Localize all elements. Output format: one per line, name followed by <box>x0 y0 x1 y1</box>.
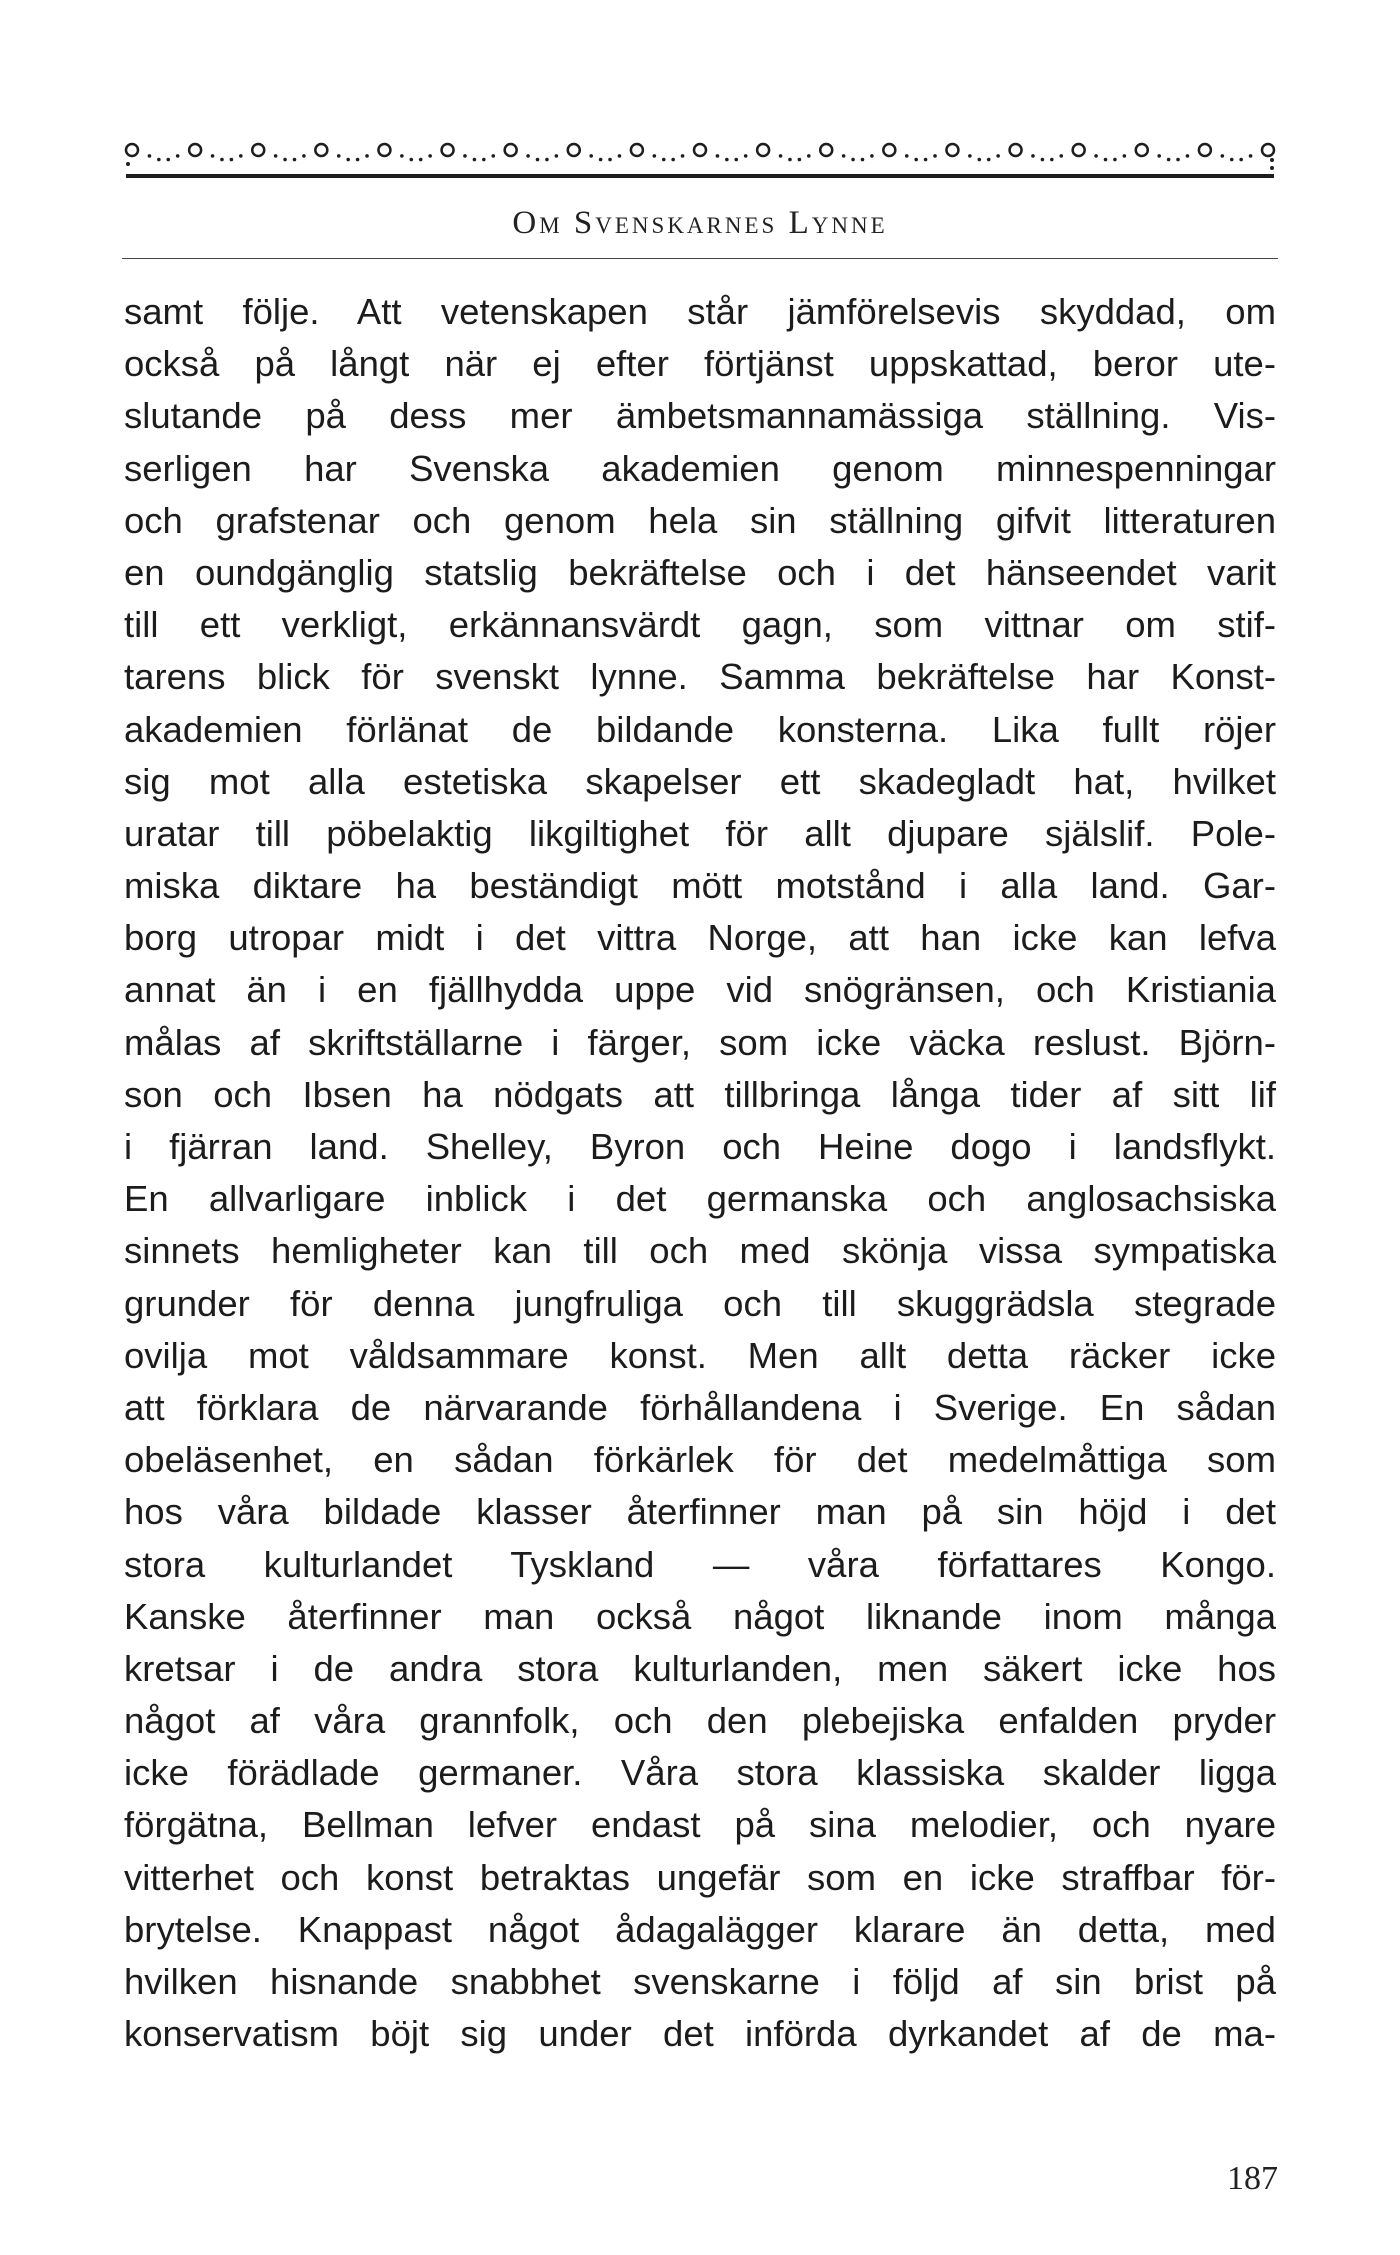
ornament-dot <box>870 154 874 158</box>
ornament-circle <box>820 144 832 156</box>
ornament-dot <box>1050 158 1054 162</box>
ornament-dot <box>798 158 802 162</box>
ornament-dot <box>861 158 865 162</box>
ornament-dot <box>618 154 622 158</box>
ornament-dot <box>807 154 811 158</box>
ornament-circle <box>1073 144 1085 156</box>
ornament-dot <box>400 154 404 158</box>
text-line: tarens blick för svenskt lynne. Samma bekräftelse har Konst- <box>124 656 1276 698</box>
ornament-circle <box>378 144 390 156</box>
ornament-dot <box>365 154 369 158</box>
ornament-dot <box>220 158 224 162</box>
ornament-dot <box>1221 154 1225 158</box>
ornament-dot <box>1094 154 1098 158</box>
ornament-dot <box>996 154 1000 158</box>
ornament-dot <box>779 154 783 158</box>
text-line: något af våra grannfolk, och den plebejiska enfalden pryder <box>124 1700 1276 1742</box>
ornament-dot <box>1104 158 1108 162</box>
ornament-dot <box>1230 158 1234 162</box>
ornament-circle <box>568 144 580 156</box>
ornament-dot <box>1031 154 1035 158</box>
ornament-dot <box>968 154 972 158</box>
ornament-circle <box>631 144 643 156</box>
ornament-dot <box>283 158 287 162</box>
text-line: målas af skriftställarne i färger, som icke väcka reslust. Björn- <box>124 1021 1276 1063</box>
ornament-dot <box>1270 158 1274 162</box>
ornament-dot <box>1041 158 1045 162</box>
text-line: sinnets hemligheter kan till och med skönja vissa sympatiska <box>124 1230 1276 1272</box>
ornament-dot <box>987 158 991 162</box>
ornament-circle <box>1136 144 1148 156</box>
body-text <box>124 286 1276 2060</box>
text-line: akademien förlänat de bildande konsterna. Lika fullt röjer <box>124 708 1276 750</box>
text-line: samt följe. Att vetenskapen står jämförelsevis skyddad, om <box>124 291 1276 332</box>
ornament-dot <box>346 158 350 162</box>
text-line: till ett verkligt, erkännansvärdt gagn, som vittnar om stif- <box>124 604 1276 646</box>
ornament-dot <box>157 158 161 162</box>
ornament-dot <box>725 158 729 162</box>
ornament-circle <box>315 144 327 156</box>
text-line: en oundgänglig statslig bekräftelse och i det hänseendet varit <box>124 551 1276 593</box>
ornament-dot <box>337 154 341 158</box>
ornament-dot <box>356 158 360 162</box>
ornament-dot <box>419 158 423 162</box>
ornament-circle <box>757 144 769 156</box>
ornament-dot <box>914 158 918 162</box>
text-line: också på långt när ej efter förtjänst uppskattad, beror ute- <box>124 343 1276 385</box>
ornament-dot <box>409 158 413 162</box>
ornament-dot <box>734 158 738 162</box>
text-line: stora kulturlandet Tyskland — våra författares Kongo. <box>124 1543 1276 1585</box>
text-line: vitterhet och konst betraktas ungefär som en icke straffbar för- <box>124 1856 1276 1898</box>
ornament-dot <box>482 158 486 162</box>
text-line: obeläsenhet, en sådan förkärlek för det medelmåttiga som <box>124 1439 1276 1481</box>
ornament-dot <box>905 154 909 158</box>
ornament-circle <box>252 144 264 156</box>
text-line: ovilja mot våldsammare konst. Men allt detta räcker icke <box>124 1334 1276 1376</box>
ornament-dot <box>608 158 612 162</box>
ornament-dot <box>842 154 846 158</box>
text-line: icke förädlade germaner. Våra stora klassiska skalder ligga <box>124 1752 1276 1794</box>
text-line: borg utropar midt i det vittra Norge, att han icke kan lefva <box>124 917 1276 959</box>
text-line: brytelse. Knappast något ådagalägger klarare än detta, med <box>124 1908 1276 1950</box>
ornament-dot <box>662 158 666 162</box>
ornament-dot <box>851 158 855 162</box>
text-line: son och Ibsen ha nödgats att tillbringa långa tider af sitt lif <box>124 1073 1276 1115</box>
ornament-dot <box>473 158 477 162</box>
text-line: hos våra bildade klasser återfinner man på sin höjd i det <box>124 1491 1276 1533</box>
ornament-dot <box>1239 158 1243 162</box>
ornament-dot <box>1270 166 1274 170</box>
text-line: hvilken hisnande snabbhet svenskarne i följd af sin brist på <box>124 1961 1276 2002</box>
page-number: 187 <box>1227 2160 1278 2197</box>
ornament-dot <box>148 154 152 158</box>
ornament-dot <box>463 154 467 158</box>
text-line: i fjärran land. Shelley, Byron och Heine dogo i landsflykt. <box>124 1126 1276 1167</box>
ornament-circle <box>505 144 517 156</box>
ornament-circle <box>694 144 706 156</box>
text-line: En allvarligare inblick i det germanska och anglosachsiska <box>124 1178 1276 1220</box>
ornament-dot <box>788 158 792 162</box>
text-line: konservatism böjt sig under det införda dyrkandet af de ma- <box>124 2013 1276 2055</box>
ornament-circle <box>1010 144 1022 156</box>
ornament-dot <box>274 154 278 158</box>
ornament-dot <box>589 154 593 158</box>
text-line: sig mot alla estetiska skapelser ett skadegladt hat, hvilket <box>124 760 1276 802</box>
ornament-dot <box>1123 154 1127 158</box>
header-rule <box>122 258 1278 259</box>
text-line: serligen har Svenska akademien genom minnespenningar <box>124 447 1276 489</box>
ornament-dot <box>1113 158 1117 162</box>
ornament-circle <box>946 144 958 156</box>
ornament-dot <box>293 158 297 162</box>
ornament-dot <box>536 158 540 162</box>
ornament-circle <box>442 144 454 156</box>
ornament-dot <box>744 154 748 158</box>
text-line: annat än i en fjällhydda uppe vid snögränsen, och Kristiania <box>124 969 1276 1011</box>
ornament-dot <box>491 154 495 158</box>
ornament-dot <box>230 158 234 162</box>
ornament-dot <box>681 154 685 158</box>
ornament-dot <box>1249 154 1253 158</box>
ornament-dot <box>924 158 928 162</box>
text-line: förgätna, Bellman lefver endast på sina melodier, och nyare <box>124 1804 1276 1846</box>
text-line: grunder för denna jungfruliga och till skuggrädsla stegrade <box>124 1282 1276 1324</box>
ornament-dot <box>176 154 180 158</box>
ornament-dot <box>302 154 306 158</box>
text-line: att förklara de närvarande förhållandena i Sverige. En sådan <box>124 1386 1276 1428</box>
text-line: slutande på dess mer ämbetsmannamässiga ställning. Vis- <box>124 395 1276 437</box>
ornament-dot <box>1059 154 1063 158</box>
ornament-dot <box>526 154 530 158</box>
ornament-dot <box>1157 154 1161 158</box>
running-head: Om Svenskarnes Lynne <box>512 205 888 241</box>
ornament-dot <box>555 154 559 158</box>
ornament-dot <box>653 154 657 158</box>
ornament-circle-chain <box>126 144 1274 161</box>
ornament-dot <box>428 154 432 158</box>
ornament-dot <box>239 154 243 158</box>
text-line: och grafstenar och genom hela sin ställning gifvit litteraturen <box>124 499 1276 541</box>
ornament-dot <box>599 158 603 162</box>
ornament-circle <box>883 144 895 156</box>
ornament-dot <box>1176 158 1180 162</box>
ornament-dot <box>1167 158 1171 162</box>
ornament-dot <box>1186 154 1190 158</box>
text-line: miska diktare ha beständigt mött motstånd i alla land. Gar- <box>124 865 1276 907</box>
ornament-dot <box>933 154 937 158</box>
ornament-dot <box>671 158 675 162</box>
ornament-circle <box>1262 144 1274 156</box>
text-line: Kanske återfinner man också något liknande inom många <box>124 1595 1276 1637</box>
ornament-dot <box>716 154 720 158</box>
ornamental-header-border <box>122 120 1278 180</box>
ornament-dot <box>166 158 170 162</box>
ornament-dot <box>977 158 981 162</box>
ornament-dot <box>126 162 130 166</box>
text-line: uratar till pöbelaktig likgiltighet för allt djupare själslif. Pole- <box>124 812 1276 854</box>
text-line: kretsar i de andra stora kulturlanden, men säkert icke hos <box>124 1647 1276 1689</box>
ornament-thick-rule <box>126 174 1274 178</box>
ornament-dot <box>211 154 215 158</box>
ornament-circle <box>1199 144 1211 156</box>
ornament-circle <box>189 144 201 156</box>
ornament-dot <box>545 158 549 162</box>
ornament-circle <box>126 144 138 156</box>
